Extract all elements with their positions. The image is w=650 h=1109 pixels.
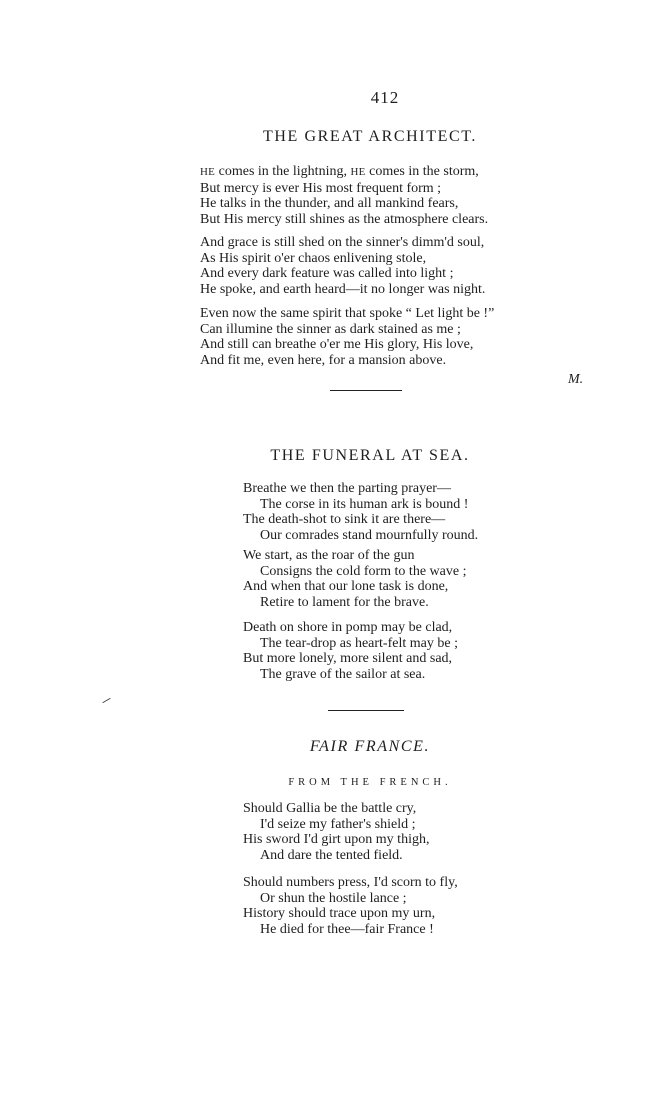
stanza-1-funeral-at-sea <box>243 481 478 543</box>
section-divider <box>328 710 404 711</box>
poem-line: Death on shore in pomp may be clad, <box>243 620 453 635</box>
poem-line: The grave of the sailor at sea. <box>260 666 426 682</box>
poem-line: Should numbers press, I'd scorn to fly, <box>243 875 458 890</box>
poem-line: But His mercy still shines as the atmosphere clears. <box>200 211 489 227</box>
poem-line: Our comrades stand mournfully round. <box>260 527 479 543</box>
poem-line: And still can breathe o'er me His glory, His love, <box>200 337 474 352</box>
poem-line: Or shun the hostile lance ; <box>260 890 407 906</box>
poem-line: Consigns the cold form to the wave ; <box>260 563 467 579</box>
poem-line: He spoke, and earth heard—it no longer was night. <box>200 281 486 297</box>
poem-line: Even now the same spirit that spoke “ Let light be !” <box>200 306 495 321</box>
poem-line: History should trace upon my urn, <box>243 906 436 921</box>
poem-title-great-architect: THE GREAT ARCHITECT. <box>262 128 478 145</box>
poem-line: And every dark feature was called into light ; <box>200 266 454 281</box>
poem-line: Retire to lament for the brave. <box>260 594 429 610</box>
poem-line: The death-shot to sink it are there— <box>243 512 446 527</box>
stanza-2-great-architect <box>200 235 485 297</box>
poem-line: The corse in its human ark is bound ! <box>260 496 469 512</box>
poem-line: And when that our lone task is done, <box>243 579 449 594</box>
author-signature: M. <box>568 372 584 387</box>
poem-line: But more lonely, more silent and sad, <box>243 651 453 666</box>
poem-line: I'd seize my father's shield ; <box>260 816 416 832</box>
poem-title-funeral-at-sea: THE FUNERAL AT SEA. <box>270 447 470 464</box>
poem-line: He died for thee—fair France ! <box>260 921 434 937</box>
poem-line: Can illumine the sinner as dark stained as me ; <box>200 321 461 337</box>
stanza-2-funeral-at-sea <box>243 548 466 610</box>
stanza-1-great-architect <box>200 164 488 227</box>
poem-line: Breathe we then the parting prayer— <box>243 481 451 496</box>
poem-line: We start, as the roar of the gun <box>243 548 415 563</box>
poem-line: But mercy is ever His most frequent form ; <box>200 180 442 196</box>
poem-line: His sword I'd girt upon my thigh, <box>243 832 430 847</box>
poem-title-fair-france: FAIR FRANCE. <box>309 738 431 755</box>
ink-mark <box>102 698 110 703</box>
poem-subtitle: FROM THE FRENCH. <box>288 777 452 788</box>
stanza-1-fair-france <box>243 801 429 863</box>
poem-line: And dare the tented field. <box>260 847 403 863</box>
stanza-3-great-architect <box>200 306 494 368</box>
poem-line: As His spirit o'er chaos enlivening stole, <box>200 250 427 266</box>
poem-line: HE comes in the lightning, HE comes in the storm, <box>200 164 479 179</box>
poem-line: The tear-drop as heart-felt may be ; <box>260 635 458 651</box>
poem-line: Should Gallia be the battle cry, <box>243 801 417 816</box>
page-number: 412 <box>370 88 400 107</box>
poem-line: And fit me, even here, for a mansion above. <box>200 352 447 368</box>
poem-line: He talks in the thunder, and all mankind fears, <box>200 196 459 211</box>
stanza-3-funeral-at-sea <box>243 620 458 682</box>
stanza-2-fair-france <box>243 875 458 937</box>
poem-line: And grace is still shed on the sinner's dimm'd soul, <box>200 235 485 250</box>
section-divider <box>330 390 402 391</box>
